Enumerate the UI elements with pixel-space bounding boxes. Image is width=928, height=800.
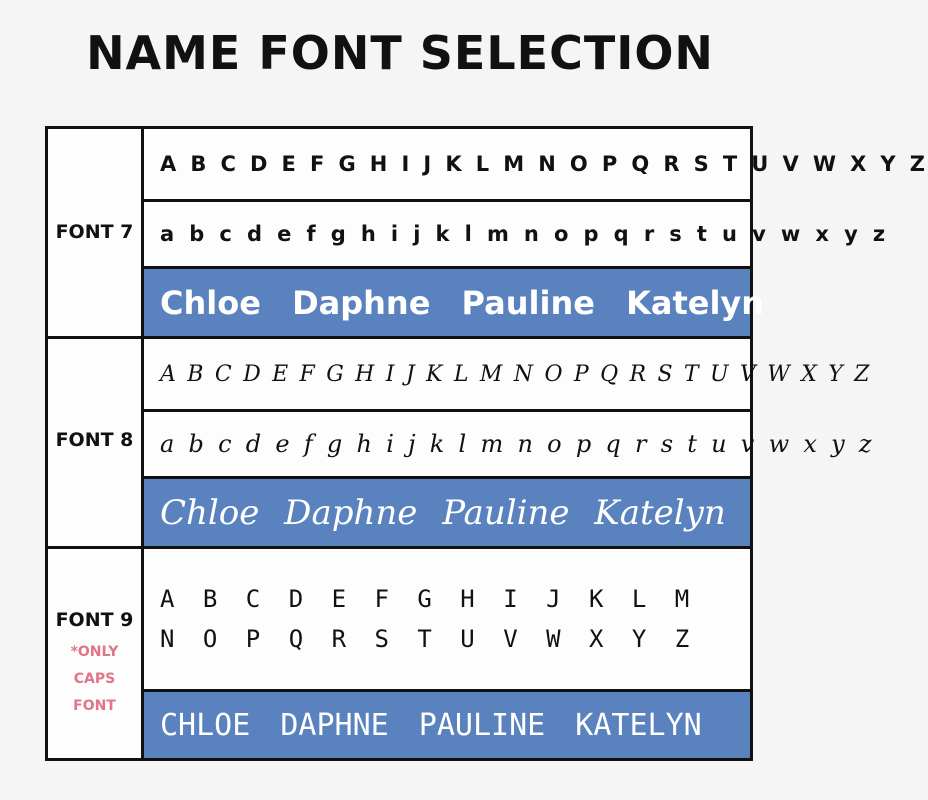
font-7-lowercase-sample: a b c d e f g h i j k l m n o p q r s t u v w x y z	[160, 222, 889, 246]
font-selection-table	[45, 126, 928, 761]
caps-only-note-line-1: *ONLY	[70, 644, 119, 660]
font-9-uppercase-sample: A B C D E F G H I J K L M N O P Q R S T U V W X Y Z	[160, 585, 697, 653]
caps-only-note-line-2: CAPS	[73, 671, 116, 687]
font-label-column	[48, 129, 144, 758]
font-9-label: FONT 9	[55, 609, 134, 631]
font-7-label-cell	[48, 221, 141, 243]
font-8-name-sample: Chloe Daphne Pauline Katelyn	[144, 479, 750, 546]
font-8-label: FONT 8	[55, 429, 134, 451]
font-9-label-cell	[48, 609, 141, 720]
font-7-label: FONT 7	[55, 221, 134, 243]
page-title: NAME FONT SELECTION	[86, 26, 714, 80]
font-7-uppercase-sample: A B C D E F G H I J K L M N O P Q R S T U V W X Y Z	[160, 152, 928, 176]
caps-only-note-line-3: FONT	[73, 698, 116, 714]
font-9-uppercase-cell	[144, 549, 750, 689]
font-8-label-cell	[48, 429, 141, 451]
font-8-lowercase-sample: a b c d e f g h i j k l m n o p q r s t u v w x y z	[160, 430, 875, 458]
font-9-name-sample: CHLOE DAPHNE PAULINE KATELYN	[144, 692, 750, 758]
font-8-uppercase-sample: A B C D E F G H I J K L M N O P Q R S T U V W X Y Z	[160, 361, 872, 387]
font-7-name-sample: Chloe Daphne Pauline Katelyn	[144, 269, 750, 336]
